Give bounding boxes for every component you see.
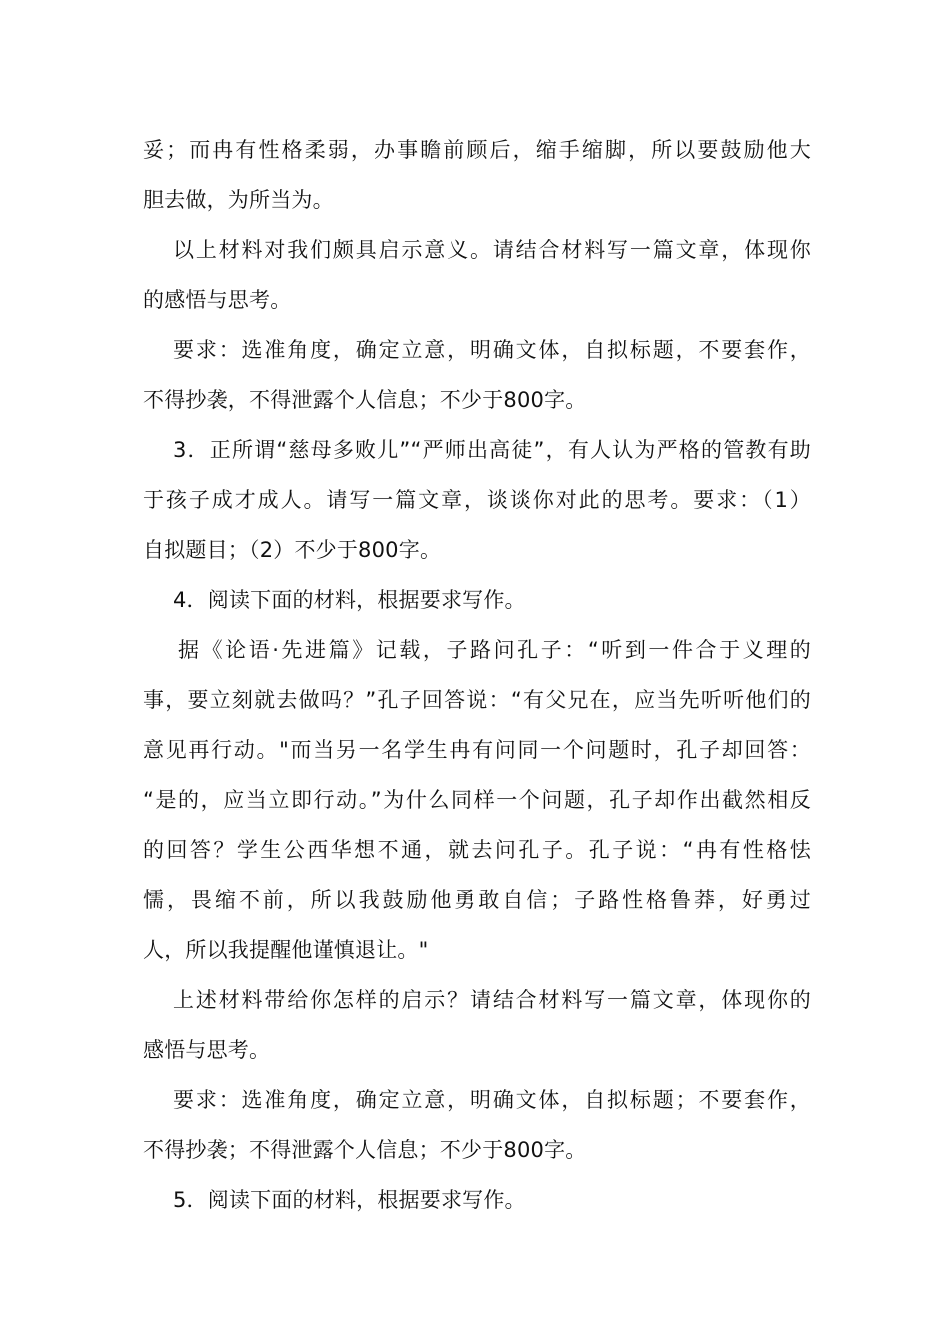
text-line: 妥；而冉有性格柔弱，办事瞻前顾后，缩手缩脚，所以要鼓励他大 xyxy=(143,138,811,162)
text-line: 4．阅读下面的材料，根据要求写作。 xyxy=(173,588,526,612)
text-line: 于孩子成才成人。请写一篇文章，谈谈你对此的思考。要求：（1） xyxy=(143,488,811,512)
text-line: 不得抄袭；不得泄露个人信息；不少于800字。 xyxy=(143,1138,587,1162)
text-line: 懦，畏缩不前，所以我鼓励他勇敢自信；子路性格鲁莽，好勇过 xyxy=(143,888,811,912)
text-line: 据《论语·先进篇》记载，子路问孔子：“听到一件合于义理的 xyxy=(178,638,811,662)
text-line: 不得抄袭，不得泄露个人信息；不少于800字。 xyxy=(143,388,587,412)
text-line: 自拟题目；（2）不少于800字。 xyxy=(143,538,442,562)
text-line: 以上材料对我们颇具启示意义。请结合材料写一篇文章，体现你 xyxy=(173,238,811,262)
text-line: 人，所以我提醒他谨慎退让。" xyxy=(143,938,429,962)
text-line: “是的，应当立即行动。”为什么同样一个问题，孔子却作出截然相反 xyxy=(143,788,811,812)
text-line: 要求：选准角度，确定立意，明确文体，自拟标题，不要套作， xyxy=(173,338,811,362)
text-line: 事，要立刻就去做吗？”孔子回答说：“有父兄在，应当先听听他们的 xyxy=(143,688,811,712)
text-line: 上述材料带给你怎样的启示？请结合材料写一篇文章，体现你的 xyxy=(173,988,811,1012)
text-line: 意见再行动。"而当另一名学生冉有问同一个问题时，孔子却回答： xyxy=(143,738,811,762)
text-line: 要求：选准角度，确定立意，明确文体，自拟标题；不要套作， xyxy=(173,1088,811,1112)
text-line: 的回答？学生公西华想不通，就去问孔子。孔子说：“冉有性格怯 xyxy=(143,838,811,862)
text-line: 5．阅读下面的材料，根据要求写作。 xyxy=(173,1188,526,1212)
text-line: 感悟与思考。 xyxy=(143,1038,271,1062)
text-line: 胆去做，为所当为。 xyxy=(143,188,334,212)
text-line: 的感悟与思考。 xyxy=(143,288,292,312)
text-line: 3．正所谓“慈母多败儿”“严师出高徒”，有人认为严格的管教有助 xyxy=(173,438,811,462)
